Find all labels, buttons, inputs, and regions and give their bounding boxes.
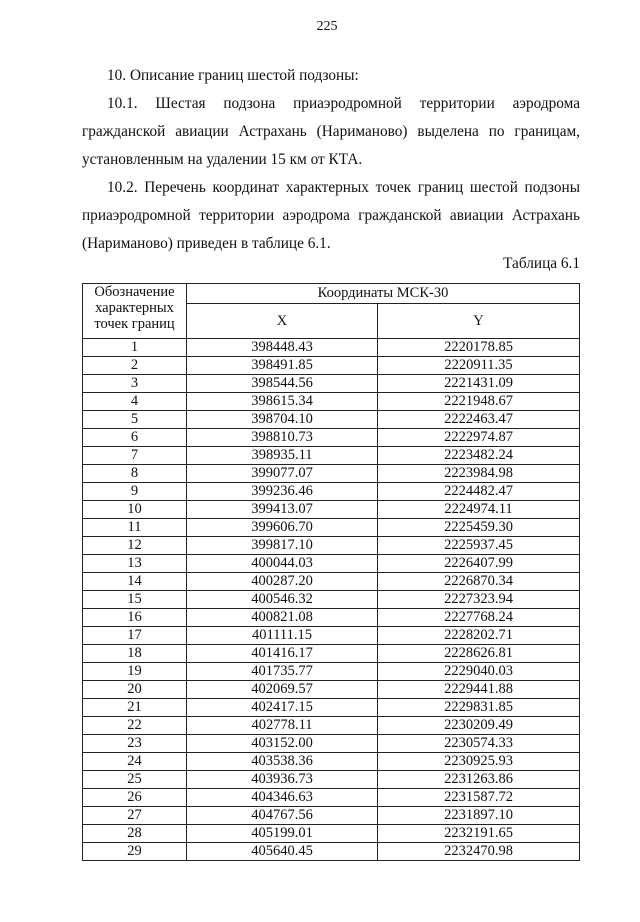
cell-x: 399077.07 (187, 465, 378, 483)
cell-x: 401416.17 (187, 645, 378, 663)
cell-point: 4 (83, 393, 187, 411)
cell-point: 20 (83, 681, 187, 699)
page-number: 225 (316, 19, 338, 34)
table-row (83, 375, 580, 393)
cell-point: 16 (83, 609, 187, 627)
table-row (83, 825, 580, 843)
cell-x: 404346.63 (187, 789, 378, 807)
cell-point: 6 (83, 429, 187, 447)
cell-x: 399606.70 (187, 519, 378, 537)
table-row (83, 771, 580, 789)
cell-y: 2222974.87 (378, 429, 580, 447)
cell-x: 399236.46 (187, 483, 378, 501)
cell-point: 5 (83, 411, 187, 429)
table-row (83, 393, 580, 411)
cell-point: 27 (83, 807, 187, 825)
cell-point: 22 (83, 717, 187, 735)
cell-x: 399817.10 (187, 537, 378, 555)
cell-y: 2226870.34 (378, 573, 580, 591)
table-row (83, 483, 580, 501)
cell-point: 28 (83, 825, 187, 843)
coordinates-table (82, 283, 580, 861)
cell-point: 26 (83, 789, 187, 807)
cell-x: 403936.73 (187, 771, 378, 789)
cell-point: 8 (83, 465, 187, 483)
cell-x: 402069.57 (187, 681, 378, 699)
table-row (83, 807, 580, 825)
table-row (83, 843, 580, 861)
cell-x: 398615.34 (187, 393, 378, 411)
table-row (83, 537, 580, 555)
cell-y: 2232191.65 (378, 825, 580, 843)
cell-x: 400546.32 (187, 591, 378, 609)
cell-point: 12 (83, 537, 187, 555)
cell-y: 2228202.71 (378, 627, 580, 645)
cell-y: 2223482.24 (378, 447, 580, 465)
cell-point: 21 (83, 699, 187, 717)
table-row (83, 555, 580, 573)
cell-y: 2230209.49 (378, 717, 580, 735)
table-row (83, 789, 580, 807)
cell-x: 403152.00 (187, 735, 378, 753)
cell-point: 1 (83, 339, 187, 357)
cell-x: 398704.10 (187, 411, 378, 429)
col-header-y: Y (378, 304, 580, 339)
table-row (83, 681, 580, 699)
section-heading: 10. Описание границ шестой подзоны: (107, 67, 359, 84)
cell-x: 401735.77 (187, 663, 378, 681)
table-row (83, 465, 580, 483)
cell-y: 2228626.81 (378, 645, 580, 663)
cell-x: 398935.11 (187, 447, 378, 465)
cell-point: 7 (83, 447, 187, 465)
cell-point: 14 (83, 573, 187, 591)
cell-x: 400821.08 (187, 609, 378, 627)
table-row (83, 411, 580, 429)
cell-y: 2224974.11 (378, 501, 580, 519)
cell-y: 2223984.98 (378, 465, 580, 483)
paragraph-10-2: 10.2. Перечень координат характерных точек границ шестой подзоны приаэродромной территории аэродрома гражданской авиации Астрахань (Нариманово) приведен в таблице 6.1. (82, 179, 580, 252)
cell-x: 400044.03 (187, 555, 378, 573)
cell-y: 2230925.93 (378, 753, 580, 771)
table-row (83, 591, 580, 609)
table-row (83, 735, 580, 753)
cell-y: 2229441.88 (378, 681, 580, 699)
col-header-x: X (187, 304, 378, 339)
table-row (83, 429, 580, 447)
cell-x: 402778.11 (187, 717, 378, 735)
cell-point: 11 (83, 519, 187, 537)
table-row (83, 447, 580, 465)
cell-y: 2231587.72 (378, 789, 580, 807)
cell-point: 29 (83, 843, 187, 861)
table-row (83, 627, 580, 645)
cell-x: 402417.15 (187, 699, 378, 717)
cell-y: 2231897.10 (378, 807, 580, 825)
cell-y: 2227768.24 (378, 609, 580, 627)
cell-x: 401111.15 (187, 627, 378, 645)
cell-y: 2230574.33 (378, 735, 580, 753)
paragraph-10-1: 10.1. Шестая подзона приаэродромной территории аэродрома гражданской авиации Астрахань (Нариманово) выделена по границам, установленным на удалении 15 км от КТА. (82, 95, 580, 168)
cell-x: 398491.85 (187, 357, 378, 375)
cell-y: 2221431.09 (378, 375, 580, 393)
table-row (83, 357, 580, 375)
cell-point: 10 (83, 501, 187, 519)
table-row (83, 519, 580, 537)
table-row (83, 339, 580, 357)
cell-x: 398544.56 (187, 375, 378, 393)
cell-y: 2222463.47 (378, 411, 580, 429)
cell-y: 2226407.99 (378, 555, 580, 573)
col-header-coordinates: Координаты МСК-30 (187, 284, 580, 304)
cell-y: 2224482.47 (378, 483, 580, 501)
cell-y: 2220911.35 (378, 357, 580, 375)
table-row (83, 645, 580, 663)
cell-x: 400287.20 (187, 573, 378, 591)
cell-point: 3 (83, 375, 187, 393)
table-row (83, 501, 580, 519)
cell-x: 405640.45 (187, 843, 378, 861)
cell-y: 2225459.30 (378, 519, 580, 537)
table-row (83, 699, 580, 717)
cell-point: 17 (83, 627, 187, 645)
cell-point: 15 (83, 591, 187, 609)
cell-y: 2229040.03 (378, 663, 580, 681)
cell-x: 405199.01 (187, 825, 378, 843)
cell-x: 398448.43 (187, 339, 378, 357)
cell-y: 2225937.45 (378, 537, 580, 555)
cell-x: 398810.73 (187, 429, 378, 447)
col-header-point: Обозначение характерных точек границ (83, 284, 187, 339)
cell-y: 2227323.94 (378, 591, 580, 609)
cell-x: 399413.07 (187, 501, 378, 519)
cell-y: 2229831.85 (378, 699, 580, 717)
cell-point: 19 (83, 663, 187, 681)
cell-point: 9 (83, 483, 187, 501)
cell-point: 18 (83, 645, 187, 663)
cell-x: 403538.36 (187, 753, 378, 771)
cell-x: 404767.56 (187, 807, 378, 825)
cell-point: 13 (83, 555, 187, 573)
table-caption: Таблица 6.1 (503, 255, 580, 272)
cell-point: 2 (83, 357, 187, 375)
cell-point: 23 (83, 735, 187, 753)
cell-point: 25 (83, 771, 187, 789)
table-row (83, 717, 580, 735)
cell-point: 24 (83, 753, 187, 771)
cell-y: 2231263.86 (378, 771, 580, 789)
cell-y: 2232470.98 (378, 843, 580, 861)
table-row (83, 663, 580, 681)
cell-y: 2220178.85 (378, 339, 580, 357)
table-row (83, 609, 580, 627)
table-row (83, 753, 580, 771)
table-row (83, 573, 580, 591)
cell-y: 2221948.67 (378, 393, 580, 411)
